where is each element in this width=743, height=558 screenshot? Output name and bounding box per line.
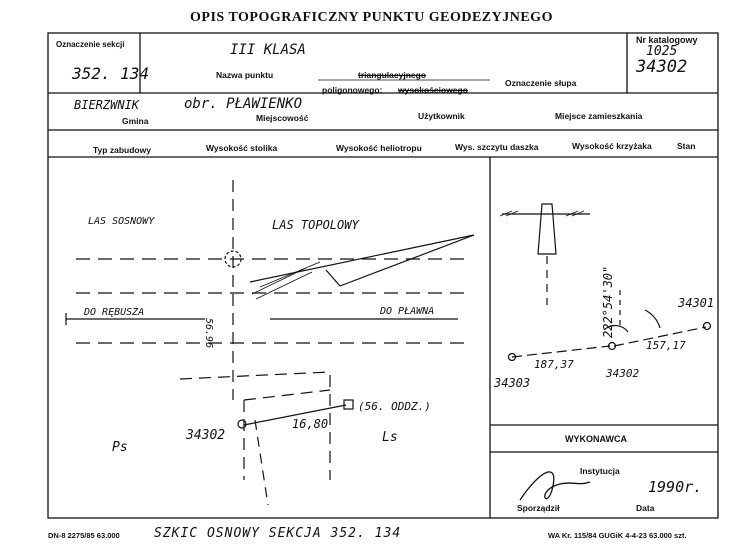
date-value: 1990r. xyxy=(648,478,703,496)
compiled-label: Sporządził xyxy=(517,503,560,513)
header-cell: Wysokość krzyżaka xyxy=(572,141,652,151)
catalog-value-1: 1025 xyxy=(646,44,678,59)
triangulation-label: triangulacyjnego xyxy=(358,70,427,80)
height-label: wysokościowego xyxy=(398,85,468,95)
angle-value: 222°54'30" xyxy=(601,265,615,338)
institution-label: Instytucja xyxy=(580,466,620,476)
ps-label: Ps xyxy=(112,440,128,455)
distance-ab: 157,17 xyxy=(646,339,686,352)
point-label: 34302 xyxy=(186,428,226,443)
name-label: Nazwa punktu xyxy=(216,70,274,80)
catalog-label: Nr katalogowy xyxy=(636,35,698,45)
class-value: III KLASA xyxy=(230,42,306,58)
user-label: Użytkownik xyxy=(418,111,465,121)
footer-center: SZKIC OSNOWY SEKCJA 352. 134 xyxy=(154,526,402,541)
executor-label: WYKONAWCA xyxy=(565,434,627,444)
road-west-label: DO RĘBUSZA xyxy=(84,307,145,318)
catalog-value-2: 34302 xyxy=(636,57,688,77)
footer-left: DN-8 2275/85 63.000 xyxy=(48,531,120,540)
point-a-label: 34301 xyxy=(678,296,715,310)
locality-label: Miejscowość xyxy=(256,113,309,123)
residence-label: Miejsce zamieszkania xyxy=(555,111,643,121)
reference-point-label: (56. ODDZ.) xyxy=(358,400,431,413)
commune-value: BIERZWNIK xyxy=(74,98,140,112)
header-cell: Stan xyxy=(677,141,696,151)
commune-label: Gmina xyxy=(122,116,149,126)
point-c-label: 34303 xyxy=(494,376,531,390)
date-label: Data xyxy=(636,503,655,513)
ls-label: Ls xyxy=(382,430,398,445)
distance-label: 16,80 xyxy=(292,417,329,431)
header-cell: Wysokość stolika xyxy=(206,143,278,153)
footer-right: WA Kr. 115/84 GUGiK 4-4-23 63.000 szt. xyxy=(548,531,687,540)
road-east-label: DO PŁAWNA xyxy=(380,306,435,317)
section-label: Oznaczenie sekcji xyxy=(56,40,125,49)
locality-value: obr. PŁAWIENKO xyxy=(184,96,303,112)
header-cell: Wys. szczytu daszka xyxy=(455,142,539,152)
page-title: OPIS TOPOGRAFICZNY PUNKTU GEODEZYJNEGO xyxy=(190,10,553,25)
pillar-label: Oznaczenie słupa xyxy=(505,78,577,88)
point-b-label: 34302 xyxy=(606,367,640,380)
header-cell: Wysokość heliotropu xyxy=(336,143,422,153)
section-value: 352. 134 xyxy=(72,64,150,83)
forest-poplar-label: LAS TOPOLOWY xyxy=(272,218,359,232)
forest-pine-label: LAS SOSNOWY xyxy=(88,216,155,227)
polygon-label: poligonowego: xyxy=(322,85,383,95)
header-cell: Typ zabudowy xyxy=(93,145,151,155)
road-number: 56.96 xyxy=(203,318,214,349)
distance-bc: 187,37 xyxy=(534,358,574,371)
